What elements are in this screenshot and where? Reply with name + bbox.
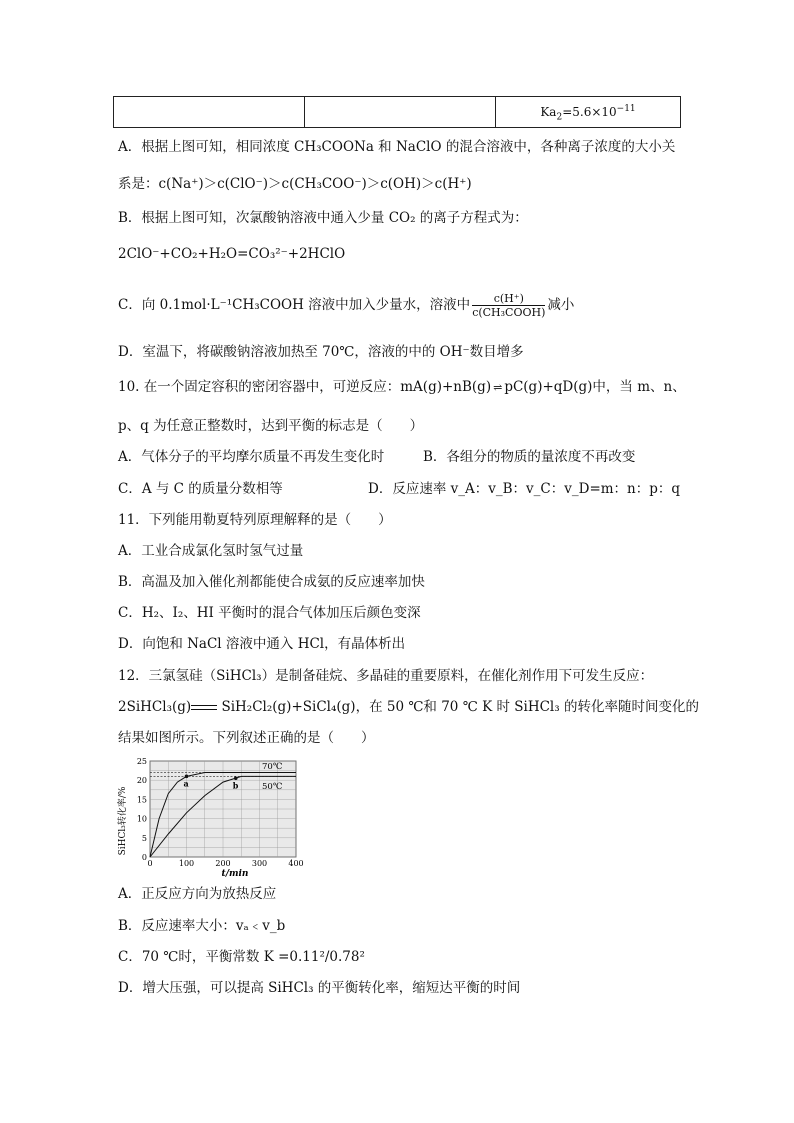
chart-point-label: b	[232, 780, 239, 791]
option-a-line1: A．根据上图可知，相同浓度 CH₃COONa 和 NaClO 的混合溶液中，各种离子浓度的大小关	[118, 139, 676, 155]
chart-y-tick-label: 25	[136, 757, 147, 766]
q10-option-a: A．气体分子的平均摩尔质量不再发生变化时	[118, 449, 385, 465]
equilibrium-arrow-icon	[191, 703, 217, 713]
chart-y-tick-label: 5	[141, 833, 147, 843]
chart-x-tick-label: 0	[147, 859, 153, 868]
ratio-numerator: c(H⁺)	[472, 292, 545, 306]
legend-70c: 70℃	[262, 762, 283, 772]
q11-option-d: D．向饱和 NaCl 溶液中通入 HCl，有晶体析出	[118, 636, 406, 652]
option-d: D．室温下，将碳酸钠溶液加热至 70℃，溶液的中的 OH⁻数目增多	[118, 344, 524, 360]
table-cell	[114, 97, 305, 128]
ka-table	[113, 96, 681, 128]
q11-option-a: A．工业合成氯化氢时氢气过量	[118, 543, 304, 559]
chart-x-tick-label: 200	[215, 859, 231, 868]
option-b-line2: 2ClO⁻+CO₂+H₂O=CO₃²⁻+2HClO	[118, 246, 346, 262]
chart-x-tick-label: 100	[178, 859, 195, 868]
q10-option-b: B．各组分的物质的量浓度不再改变	[423, 449, 636, 465]
q10-stem-line1	[118, 379, 686, 396]
q12-stem-part1: 2SiHCl₃(g)	[118, 699, 192, 715]
chart-grid	[150, 761, 296, 857]
ratio-denominator: c(CH₃COOH)	[472, 306, 546, 319]
reversible-arrow-icon: ⇌	[493, 381, 503, 394]
q10-stem-part2: pC(g)+qD(g)中，当 m、n、	[504, 379, 686, 395]
option-a-line2: 系是：c(Na⁺)＞c(ClO⁻)＞c(CH₃COO⁻)＞c(OH)＞c(H⁺)	[118, 176, 472, 192]
option-c	[118, 290, 574, 320]
q11-option-c: C．H₂、I₂、HI 平衡时的混合气体加压后颜色变深	[118, 605, 421, 621]
option-b-line1: B．根据上图可知，次氯酸钠溶液中通入少量 CO₂ 的离子方程式为：	[118, 210, 528, 226]
table-row	[114, 97, 681, 128]
chart-y-tick-label: 0	[141, 853, 147, 862]
option-c-text: C．向 0.1mol·L⁻¹CH₃COOH 溶液中加入少量水，溶液中	[118, 297, 471, 313]
q12-option-a: A．正反应方向为放热反应	[118, 886, 277, 902]
chart-y-tick-label: 15	[136, 795, 147, 805]
chart-x-tick-label: 300	[251, 859, 268, 868]
q12-option-b: B．反应速率大小：vₐ﹤v_b	[118, 918, 286, 934]
concentration-ratio	[472, 292, 545, 319]
q12-stem-part2: SiH₂Cl₂(g)+SiCl₄(g)，在 50 ℃和 70 ℃ K 时 SiHCl₃ 的转化率随时间变化的	[221, 699, 699, 715]
q12-option-c: C．70 ℃时，平衡常数 K =0.11²/0.78²	[118, 949, 365, 965]
q10-stem-part1: 10. 在一个固定容积的密闭容器中，可逆反应：mA(g)+nB(g)	[118, 379, 492, 395]
legend-50c: 50℃	[262, 782, 283, 792]
q11-stem: 11．下列能用勒夏特列原理解释的是（ ）	[118, 512, 392, 528]
q12-stem-line1: 12．三氯氢硅（SiHCl₃）是制备硅烷、多晶硅的重要原料，在催化剂作用下可发生反应：	[118, 668, 654, 684]
table-cell-ka2: $Ka_2=5.6\times 10^{-11}$	[496, 97, 681, 128]
chart-ylabel: SiHCl₃转化率/%	[118, 786, 128, 856]
q11-option-b: B．高温及加入催化剂都能使合成氨的反应速率加快	[118, 574, 425, 590]
chart-x-tick-label: 400	[288, 859, 304, 868]
q12-stem-line2	[118, 699, 699, 715]
q10-stem-line2: p、q 为任意正整数时，达到平衡的标志是（ ）	[118, 418, 424, 434]
chart-point-label: a	[183, 778, 189, 789]
option-c-tail: 减小	[547, 297, 575, 313]
q10-option-c: C．A 与 C 的质量分数相等	[118, 481, 283, 497]
conversion-chart	[116, 755, 306, 880]
chart-y-tick-label: 20	[136, 776, 147, 786]
q12-option-d: D．增大压强，可以提高 SiHCl₃ 的平衡转化率，缩短达平衡的时间	[118, 980, 521, 996]
q12-stem-line3: 结果如图所示。下列叙述正确的是（ ）	[118, 730, 375, 746]
chart-xlabel: t/min	[221, 869, 249, 879]
table-cell	[305, 97, 496, 128]
chart-y-tick-label: 10	[136, 814, 147, 824]
q10-option-d: D．反应速率 v_A：v_B：v_C：v_D=m：n：p：q	[368, 481, 681, 497]
